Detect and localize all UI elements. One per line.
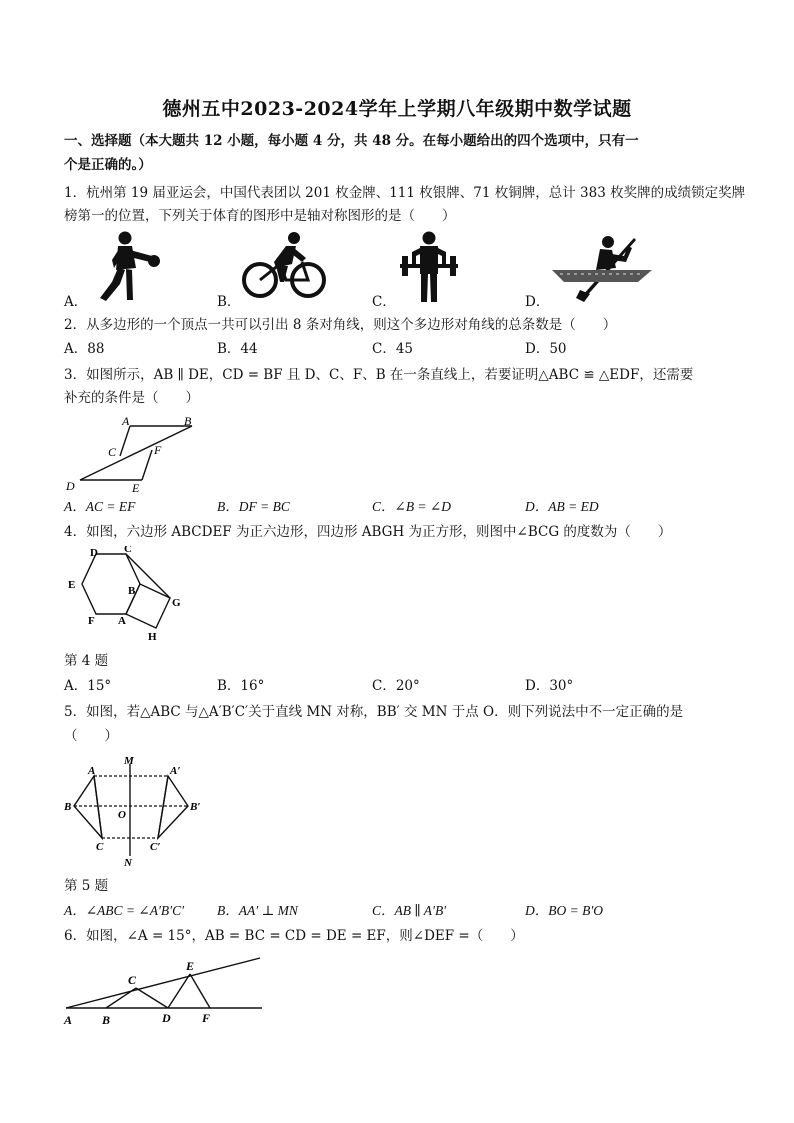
q4-option-a[interactable]: A．15° <box>64 678 112 694</box>
q2-option-b[interactable]: B．44 <box>217 341 258 357</box>
exam-title: 德州五中2023-2024学年上学期八年级期中数学试题 <box>162 98 632 120</box>
q5-stem-line2: （ ） <box>64 728 118 744</box>
q4-label-a: A <box>118 615 126 627</box>
q1-stem-line1: 1．杭州第 19 届亚运会，中国代表团以 201 枚金牌、111 枚银牌、71 枚铜牌，总计 383 枚奖牌的成绩锁定奖牌 <box>64 185 746 201</box>
section-heading-line2: 个是正确的。） <box>64 157 152 173</box>
q1-option-a[interactable]: A． <box>64 294 88 310</box>
q5-label-o: O <box>118 809 126 821</box>
q5-option-c[interactable]: C．AB ∥ A′B′ <box>372 903 447 918</box>
q3-label-f: F <box>154 443 162 457</box>
section-heading-line1: 一、选择题（本大题共 12 小题，每小题 4 分，共 48 分。在每小题给出的四个选项中，只有一 <box>64 133 639 149</box>
q4-figure <box>60 546 190 646</box>
q6-label-a: A <box>64 1013 73 1027</box>
q4-label-c: C <box>124 546 132 555</box>
q5-option-a[interactable]: A．∠ABC = ∠A′B′C′ <box>64 903 185 918</box>
rower-icon <box>550 232 654 302</box>
q5-label-c: C <box>96 841 104 853</box>
q4-option-b[interactable]: B．16° <box>217 678 265 694</box>
q3-option-d[interactable]: D．AB = ED <box>525 499 599 514</box>
q4-stem: 4．如图，六边形 ABCDEF 为正六边形，四边形 ABGH 为正方形，则图中∠BCG 的度数为（ ） <box>64 524 672 540</box>
q3-option-b[interactable]: B．DF = BC <box>217 499 290 514</box>
q5-caption: 第 5 题 <box>64 878 109 894</box>
q4-label-f: F <box>88 615 95 627</box>
q5-label-n: N <box>124 857 132 869</box>
q5-label-m: M <box>124 755 134 767</box>
cyclist-icon <box>240 230 328 302</box>
q5-stem-line1: 5．如图，若△ABC 与△A′B′C′关于直线 MN 对称，BB′ 交 MN 于点 O．则下列说法中不一定正确的是 <box>64 704 684 720</box>
q4-label-b: B <box>128 585 136 597</box>
q3-label-a: A <box>122 414 130 428</box>
q3-label-e: E <box>132 481 140 494</box>
q6-label-b: B <box>102 1013 111 1027</box>
q3-stem-line1: 3．如图所示，AB ∥ DE，CD = BF 且 D、C、F、B 在一条直线上，若要证明△ABC ≌ △EDF，还需要 <box>64 367 694 383</box>
q5-label-b: B <box>64 801 72 813</box>
q4-caption: 第 4 题 <box>64 653 109 669</box>
q2-stem: 2．从多边形的一个顶点一共可以引出 8 条对角线，则这个多边形对角线的总条数是（ ） <box>64 317 617 333</box>
q3-label-d: D <box>66 479 75 493</box>
q4-label-g: G <box>172 597 181 609</box>
q6-stem: 6．如图，∠A = 15°，AB = BC = CD = DE = EF，则∠DEF =（ ） <box>64 928 524 944</box>
q1-option-b[interactable]: B． <box>217 294 241 310</box>
q2-option-d[interactable]: D．50 <box>525 341 567 357</box>
q3-label-c: C <box>108 445 117 459</box>
q5-option-b[interactable]: B．AA′ ⊥ MN <box>217 903 298 918</box>
q6-figure <box>60 952 270 1032</box>
q5-figure <box>60 752 210 870</box>
q6-label-e: E <box>186 959 195 973</box>
q3-label-b: B <box>184 414 192 428</box>
q3-option-a[interactable]: A．AC = EF <box>64 499 136 514</box>
q4-option-d[interactable]: D．30° <box>525 678 574 694</box>
q3-stem-line2: 补充的条件是（ ） <box>64 390 199 406</box>
q5-label-b-prime: B′ <box>190 801 201 813</box>
q1-option-c[interactable]: C． <box>372 294 396 310</box>
weightlifter-icon <box>398 230 460 302</box>
q4-label-e: E <box>68 579 76 591</box>
basketball-player-icon <box>92 230 162 302</box>
q4-label-h: H <box>148 631 157 643</box>
q4-label-d: D <box>90 547 98 559</box>
q4-option-c[interactable]: C．20° <box>372 678 420 694</box>
q2-option-a[interactable]: A．88 <box>64 341 105 357</box>
q2-option-c[interactable]: C．45 <box>372 341 414 357</box>
q5-label-a: A <box>88 765 96 777</box>
q1-option-d[interactable]: D． <box>525 294 550 310</box>
q6-label-d: D <box>162 1011 171 1025</box>
q3-figure <box>60 412 210 494</box>
q1-stem-line2: 榜第一的位置，下列关于体育的图形中是轴对称图形的是（ ） <box>64 208 456 224</box>
q6-label-f: F <box>202 1011 211 1025</box>
q6-label-c: C <box>128 973 137 987</box>
q5-option-d[interactable]: D．BO = B′O <box>525 903 604 918</box>
q5-label-c-prime: C′ <box>150 841 161 853</box>
q3-option-c[interactable]: C．∠B = ∠D <box>372 499 451 514</box>
q5-label-a-prime: A′ <box>170 765 181 777</box>
